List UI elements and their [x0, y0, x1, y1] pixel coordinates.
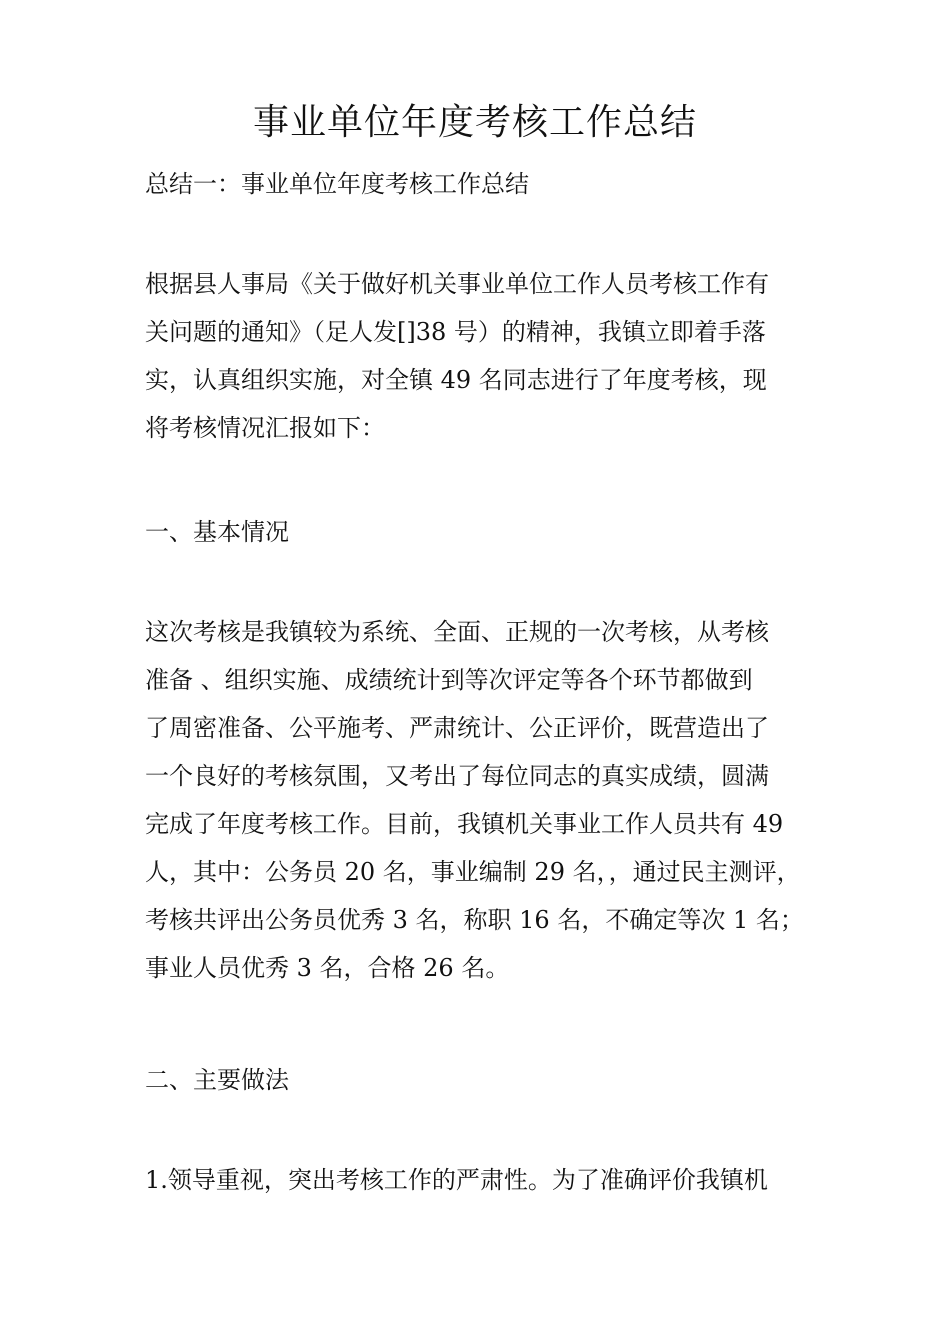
paragraph-line: 了周密准备、公平施考、严肃统计、公正评价，既营造出了: [145, 714, 769, 742]
paragraph-line: 将考核情况汇报如下：: [145, 414, 385, 442]
paragraph-line: 根据县人事局《关于做好机关事业单位工作人员考核工作有: [145, 270, 769, 298]
section-heading-basic: 一、基本情况: [145, 518, 289, 546]
paragraph-line: 这次考核是我镇较为系统、全面、正规的一次考核，从考核: [145, 618, 769, 646]
paragraph-line: 一个良好的考核氛围，又考出了每位同志的真实成绩，圆满: [145, 762, 769, 790]
paragraph-line: 考核共评出公务员优秀 3 名，称职 16 名，不确定等次 1 名；: [145, 906, 804, 934]
intro-paragraph: [145, 260, 825, 452]
section-heading-methods: 二、主要做法: [145, 1066, 289, 1094]
paragraph-line: 完成了年度考核工作。目前，我镇机关事业工作人员共有 49: [145, 810, 784, 838]
paragraph-line: 人，其中：公务员 20 名，事业编制 29 名，，通过民主测评，: [145, 858, 801, 886]
paragraph-line: 实，认真组织实施，对全镇 49 名同志进行了年度考核，现: [145, 366, 767, 394]
section1-paragraph: [145, 608, 825, 992]
paragraph-line: 1.领导重视，突出考核工作的严肃性。为了准确评价我镇机: [145, 1166, 768, 1194]
paragraph-line: 事业人员优秀 3 名，合格 26 名。: [145, 954, 510, 982]
section2-paragraph: [145, 1156, 825, 1204]
paragraph-line: 关问题的通知》（足人发[]38 号）的精神，我镇立即着手落: [145, 318, 766, 346]
document-subtitle: 总结一：事业单位年度考核工作总结: [145, 170, 529, 198]
paragraph-line: 准备 、组织实施、成绩统计到等次评定等各个环节都做到: [145, 666, 753, 694]
document-title: 事业单位年度考核工作总结: [252, 102, 697, 143]
